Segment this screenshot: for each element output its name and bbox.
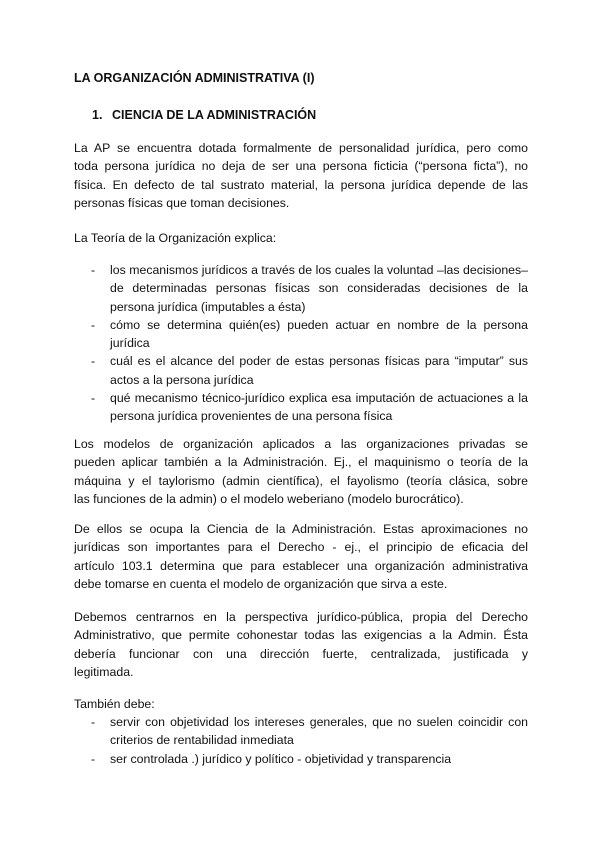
list-item-text: cómo se determina quién(es) pueden actuar en nombre de la persona jurídica [110,317,528,351]
list-item [74,389,528,426]
paragraph-line: La AP se encuentra dotada formalmente de personalidad jurídica, pero como [74,141,528,155]
paragraph-line: artículo 103.1 determina que para establecer una organización administrativa [74,558,528,573]
paragraph-line: jurídicas son importantes para el Derecho - ej., el principio de eficacia del [74,540,528,555]
bullet-dash: - [91,354,96,369]
bullet-dash: - [91,263,96,277]
paragraph-line: pueden aplicar también a la Administración. Ej., el maquinismo o teoría de la [74,455,528,470]
bullet-list-2 [74,713,528,768]
paragraph-5 [74,608,528,681]
section-title: CIENCIA DE LA ADMINISTRACIÓN [112,108,317,122]
list-item-text: servir con objetividad los intereses generales, que no suelen coincidir con criterios de rentabilidad inmediata [110,715,528,748]
paragraph-1 [74,139,528,212]
paragraph-line: máquina y el taylorismo (admin científica), el fayolismo (teoría clásica, sobre [74,473,528,488]
list-item [74,316,528,353]
paragraph-line: física. En defecto de tal sustrato material, la persona jurídica depende de las [74,177,528,192]
bullet-dash: - [91,317,96,332]
bullet-dash: - [91,391,96,406]
bullet-dash: - [91,715,96,729]
paragraph-2 [74,229,528,247]
paragraph-line: toda persona jurídica no deja de ser una persona ficticia (“persona ficta”), no [74,159,528,174]
paragraph-line: las funciones de la admin) o el modelo weberiano (modelo burocrático). [74,491,464,506]
paragraph-line: También debe: [74,697,155,711]
list-item [74,261,528,316]
paragraph-line: personas físicas que toman decisiones. [74,195,290,210]
list-item [74,750,528,768]
list-item-text: cuál es el alcance del poder de estas personas físicas para “imputar” sus actos a la persona jurídica [110,354,528,387]
list-item-text: qué mecanismo técnico-jurídico explica esa imputación de actuaciones a la persona jurídica provenientes de una persona física [110,391,528,424]
list-item-text: ser controlada .) jurídico y político - objetividad y transparencia [110,751,452,766]
list-item [74,352,528,389]
section-heading [92,108,316,122]
paragraph-4 [74,520,528,593]
list-item [74,713,528,750]
paragraph-line: debe tomarse en cuenta el modelo de organización que sirva a este. [74,576,448,591]
list-item-text: los mecanismos jurídicos a través de los cuales la voluntad –las decisiones– de determinadas personas físicas son consideradas decisiones de la persona jurídica (imputables a ésta) [110,263,528,314]
paragraph-line: Los modelos de organización aplicados a las organizaciones privadas se [74,437,528,451]
paragraph-3 [74,435,528,508]
paragraph-line: debería funcionar con una dirección fuerte, centralizada, justificada y [74,646,528,661]
paragraph-line: De ellos se ocupa la Ciencia de la Administración. Estas aproximaciones no [74,522,528,536]
bullet-dash: - [91,751,96,766]
paragraph-line: Administrativo, que permite cohonestar todas las exigencias a la Admin. Ésta [74,628,528,643]
paragraph-line: La Teoría de la Organización explica: [74,231,277,245]
section-number: 1. [92,108,103,122]
document-title: LA ORGANIZACIÓN ADMINISTRATIVA (I) [74,71,315,85]
bullet-list-1 [74,261,528,426]
paragraph-line: legitimada. [74,664,134,679]
paragraph-line: Debemos centrarnos en la perspectiva jurídico-pública, propia del Derecho [74,610,528,624]
paragraph-6 [74,695,528,713]
